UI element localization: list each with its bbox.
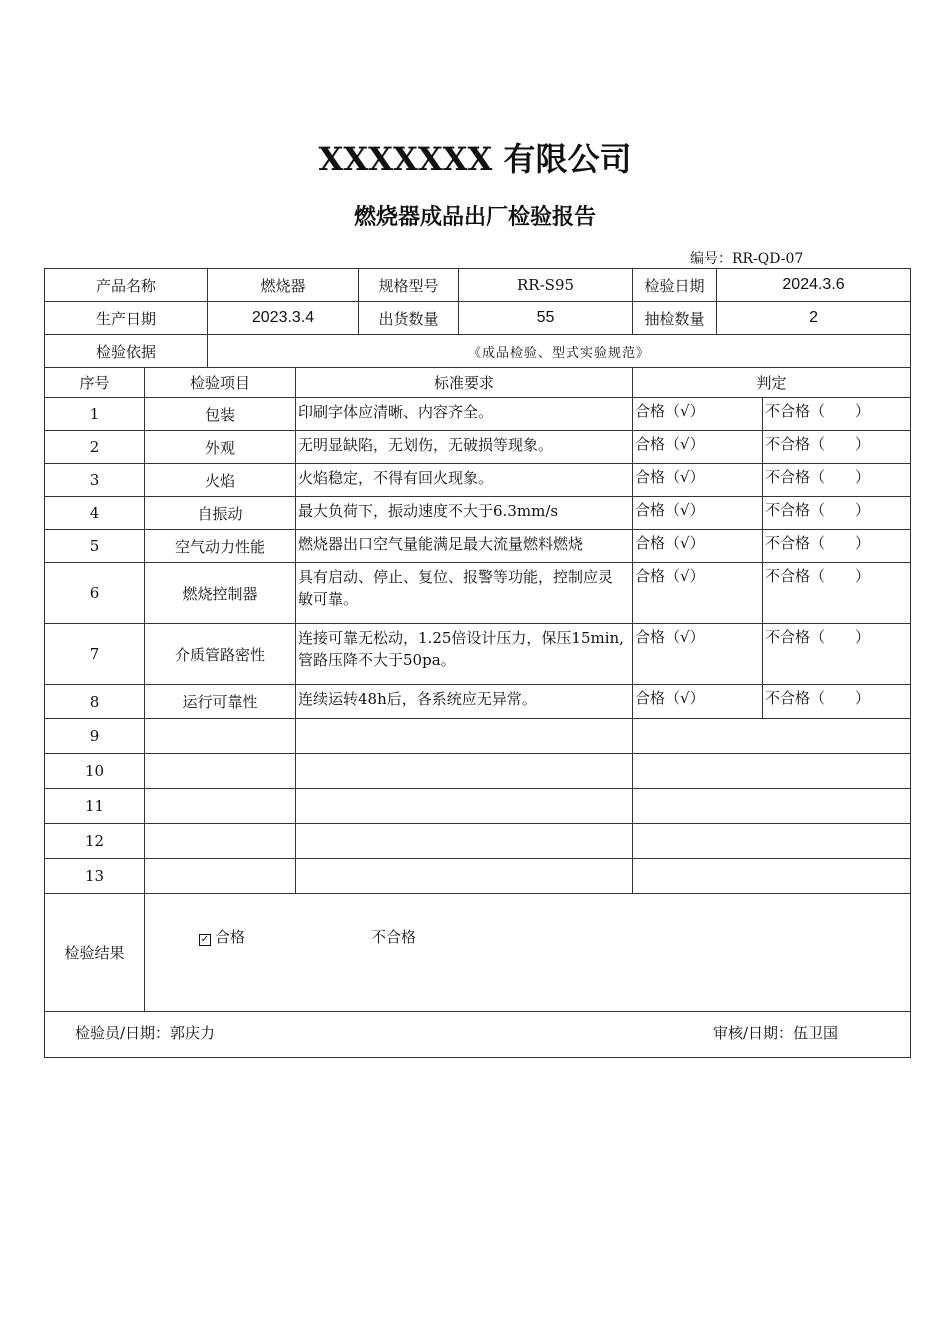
table-row: [45, 624, 911, 685]
row-fail: 不合格（ ）: [763, 624, 911, 685]
row-fail: 不合格（ ）: [763, 398, 911, 431]
basis-row: [45, 335, 911, 368]
row-judgement: [633, 754, 911, 789]
result-fail-option[interactable]: [371, 926, 416, 947]
inspector-signature: 检验员/日期：郭庆力: [75, 1024, 216, 1042]
row-judgement: [633, 859, 911, 894]
table-row: [45, 530, 911, 563]
sample-qty-value: 2: [717, 302, 911, 335]
col-req-header: 标准要求: [296, 368, 633, 398]
row-item: 介质管路密性: [145, 624, 296, 685]
inspect-date-label: 检验日期: [633, 269, 717, 302]
model-label: 规格型号: [359, 269, 459, 302]
col-item-header: 检验项目: [145, 368, 296, 398]
row-no: 1: [45, 398, 145, 431]
row-no: 12: [45, 824, 145, 859]
sample-qty-label: 抽检数量: [633, 302, 717, 335]
row-fail: 不合格（ ）: [763, 530, 911, 563]
row-requirement: 连续运转48h后，各系统应无异常。: [296, 685, 633, 719]
ship-qty-value: 55: [459, 302, 633, 335]
row-judgement: [633, 719, 911, 754]
row-requirement: 燃烧器出口空气量能满足最大流量燃料燃烧: [296, 530, 633, 563]
reviewer-signature: 审核/日期：伍卫国: [713, 1024, 839, 1042]
inspection-table: [44, 268, 911, 1058]
prod-date-label: 生产日期: [45, 302, 208, 335]
row-item: 包装: [145, 398, 296, 431]
empty-row: [45, 789, 911, 824]
row-item: [145, 859, 296, 894]
row-requirement: 具有启动、停止、复位、报警等功能，控制应灵 敏可靠。: [296, 563, 633, 624]
row-fail: 不合格（ ）: [763, 431, 911, 464]
row-fail: 不合格（ ）: [763, 685, 911, 719]
row-pass: 合格（√）: [633, 497, 763, 530]
document-number: 编号：RR-QD-07: [690, 251, 804, 267]
row-pass: 合格（√）: [633, 464, 763, 497]
row-requirement: 无明显缺陷，无划伤，无破损等现象。: [296, 431, 633, 464]
col-no-header: 序号: [45, 368, 145, 398]
row-requirement: [296, 859, 633, 894]
row-item: [145, 754, 296, 789]
row-fail: 不合格（ ）: [763, 497, 911, 530]
col-judge-header: 判定: [633, 368, 911, 398]
ship-qty-label: 出货数量: [359, 302, 459, 335]
row-no: 8: [45, 685, 145, 719]
table-row: [45, 563, 911, 624]
row-fail: 不合格（ ）: [763, 563, 911, 624]
row-item: 运行可靠性: [145, 685, 296, 719]
table-row: [45, 431, 911, 464]
row-requirement: [296, 789, 633, 824]
row-judgement: [633, 824, 911, 859]
empty-row: [45, 859, 911, 894]
company-name: XXXXXXX 有限公司: [318, 140, 632, 178]
row-requirement: [296, 754, 633, 789]
info-row-1: [45, 269, 911, 302]
row-item: 火焰: [145, 464, 296, 497]
result-label: 检验结果: [45, 894, 145, 1012]
inspect-date-value: 2024.3.6: [717, 269, 911, 302]
row-no: 7: [45, 624, 145, 685]
empty-row: [45, 824, 911, 859]
row-requirement: 连接可靠无松动，1.25倍设计压力，保压15min, 管路压降不大于50pa。: [296, 624, 633, 685]
result-pass-label: 合格: [215, 928, 246, 946]
row-requirement: 最大负荷下，振动速度不大于6.3mm/s: [296, 497, 633, 530]
row-no: 4: [45, 497, 145, 530]
row-pass: 合格（√）: [633, 563, 763, 624]
row-item: [145, 789, 296, 824]
result-options: [145, 894, 911, 1012]
row-item: [145, 719, 296, 754]
row-no: 5: [45, 530, 145, 563]
checkbox-checked-icon[interactable]: ✓: [200, 934, 210, 945]
row-item: [145, 824, 296, 859]
info-row-2: [45, 302, 911, 335]
row-no: 3: [45, 464, 145, 497]
column-header-row: [45, 368, 911, 398]
product-name-value: 燃烧器: [208, 269, 359, 302]
row-no: 6: [45, 563, 145, 624]
table-row: [45, 398, 911, 431]
row-item: 自振动: [145, 497, 296, 530]
empty-row: [45, 719, 911, 754]
row-judgement: [633, 789, 911, 824]
row-requirement: 火焰稳定，不得有回火现象。: [296, 464, 633, 497]
row-no: 11: [45, 789, 145, 824]
table-row: [45, 685, 911, 719]
row-pass: 合格（√）: [633, 624, 763, 685]
product-name-label: 产品名称: [45, 269, 208, 302]
row-item: 外观: [145, 431, 296, 464]
row-item: 空气动力性能: [145, 530, 296, 563]
row-no: 10: [45, 754, 145, 789]
row-requirement: 印刷字体应清晰、内容齐全。: [296, 398, 633, 431]
row-no: 13: [45, 859, 145, 894]
prod-date-value: 2023.3.4: [208, 302, 359, 335]
table-row: [45, 464, 911, 497]
row-no: 2: [45, 431, 145, 464]
model-value: RR-S95: [459, 269, 633, 302]
row-no: 9: [45, 719, 145, 754]
signature-row: [45, 1012, 911, 1058]
table-row: [45, 497, 911, 530]
row-requirement: [296, 824, 633, 859]
result-fail-label: 不合格: [371, 928, 417, 946]
row-requirement: [296, 719, 633, 754]
signature-cell: [45, 1012, 911, 1058]
empty-row: [45, 754, 911, 789]
report-title: 燃烧器成品出厂检验报告: [353, 205, 596, 230]
row-item: 燃烧控制器: [145, 563, 296, 624]
result-pass-option[interactable]: [199, 926, 245, 947]
row-pass: 合格（√）: [633, 431, 763, 464]
result-row: [45, 894, 911, 1012]
basis-value: 《成品检验、型式实验规范》: [208, 335, 911, 368]
row-pass: 合格（√）: [633, 398, 763, 431]
row-pass: 合格（√）: [633, 685, 763, 719]
row-fail: 不合格（ ）: [763, 464, 911, 497]
row-pass: 合格（√）: [633, 530, 763, 563]
basis-label: 检验依据: [45, 335, 208, 368]
